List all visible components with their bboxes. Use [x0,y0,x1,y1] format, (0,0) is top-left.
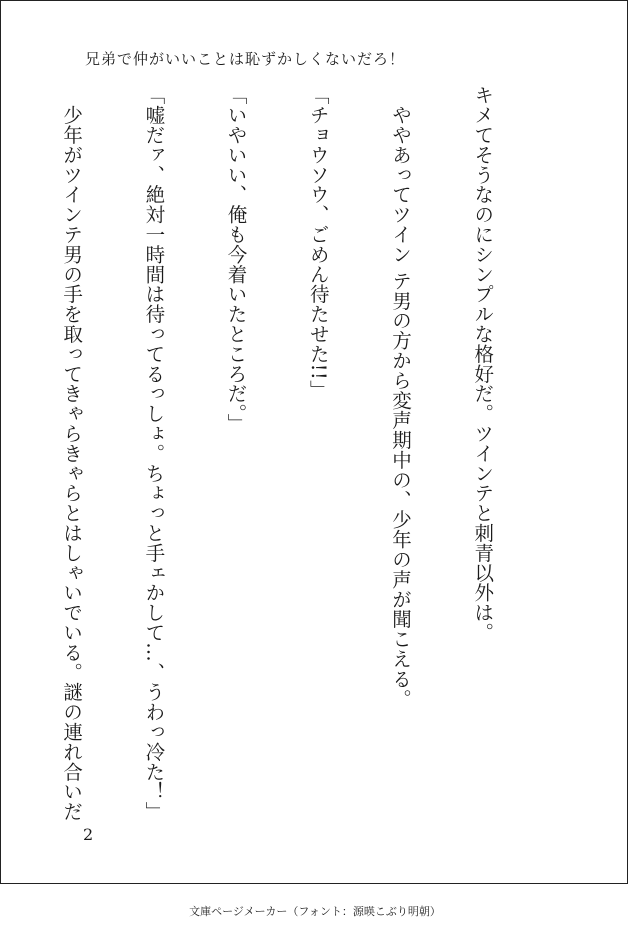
text-line: 「いやいい、俺も今着いたところだ。」 [224,85,248,434]
text-line: 少年がツインテ男の手を取ってきゃらきゃらとはしゃいでいる。謎の連れ合いだ [60,85,84,822]
text-line: キメてそうなのにシンプルな格好だ。ツインテと刺青以外は。 [471,85,495,643]
page-number: 2 [83,825,94,844]
vertical-body-text [0,85,551,822]
footer-credit: 文庫ページメーカー（フォント：源暎こぶり明朝） [189,905,441,918]
text-line: 「嘘だァ、絶対一時間は待ってるっしょ。ちょっと手ェかして…、うわっ冷た！」 [142,85,166,822]
text-line: ややあってツイン テ男の方から変声期中の、少年の声が聞こえる。 [388,85,412,709]
text-line [0,85,3,805]
text-line: 「チョウソウ、ごめん待たせた!!」 [306,85,330,400]
page-header-title: 兄弟で仲がいいことは恥ずかしくないだろ！ [85,50,406,68]
